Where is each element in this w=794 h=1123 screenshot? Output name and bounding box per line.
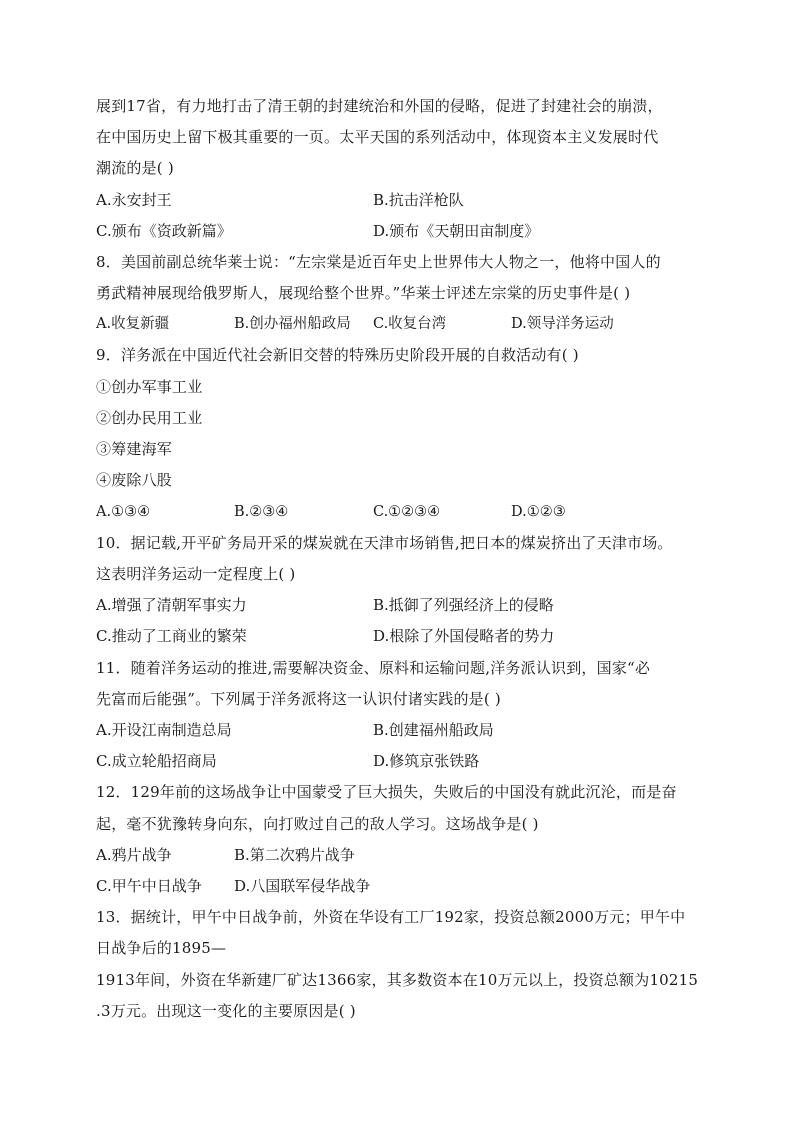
q9-item-2: ②创办民用工业 [96, 409, 203, 427]
q12-option-a[interactable]: A.鸦片战争 [96, 846, 172, 864]
q9-stem-line-1: 9．洋务派在中国近代社会新旧交替的特殊历史阶段开展的自救活动有( ) [96, 346, 579, 364]
q10-option-b[interactable]: B.抵御了列强经济上的侵略 [373, 596, 554, 614]
q9-option-c[interactable]: C.①②③④ [373, 504, 441, 520]
q10-stem-line-2: 这表明洋务运动一定程度上( ) [96, 565, 296, 583]
q7-stem-line-1: 展到17省，有力地打击了清王朝的封建统治和外国的侵略，促进了封建社会的崩溃， [96, 97, 663, 115]
q12-option-d[interactable]: D.八国联军侵华战争 [234, 877, 371, 895]
q9-item-4: ④废除八股 [96, 471, 173, 489]
q11-option-b[interactable]: B.创建福州船政局 [373, 721, 494, 739]
q9-item-1: ①创办军事工业 [96, 378, 203, 396]
q13-stem-line-1: 13．据统计，甲午中日战争前，外资在华设有工厂192家，投资总额2000万元；甲午中 [96, 908, 686, 926]
q12-stem-line-2: 起，毫不犹豫转身向东，向打败过自己的敌人学习。这场战争是( ) [96, 815, 539, 833]
q7-stem-line-3: 潮流的是( ) [96, 159, 174, 177]
q8-option-a[interactable]: A.收复新疆 [96, 316, 170, 332]
q12-option-c[interactable]: C.甲午中日战争 [96, 877, 202, 895]
q13-stem-line-4: .3万元。出现这一变化的主要原因是( ) [96, 1002, 356, 1020]
q7-option-b[interactable]: B.抗击洋枪队 [373, 191, 464, 209]
q10-option-c[interactable]: C.推动了工商业的繁荣 [96, 627, 247, 645]
q10-option-a[interactable]: A.增强了清朝军事实力 [96, 596, 247, 614]
q11-option-d[interactable]: D.修筑京张铁路 [373, 752, 480, 770]
q9-option-a[interactable]: A.①③④ [96, 504, 151, 520]
q7-option-d[interactable]: D.颁布《天朝田亩制度》 [373, 222, 540, 240]
q8-option-b[interactable]: B.创办福州船政局 [234, 316, 351, 332]
q11-option-a[interactable]: A.开设江南制造总局 [96, 721, 232, 739]
q7-option-a[interactable]: A.永安封王 [96, 191, 172, 209]
q7-option-c[interactable]: C.颁布《资政新篇》 [96, 222, 232, 240]
q9-item-3: ③筹建海军 [96, 440, 173, 458]
q10-stem-line-1: 10．据记载,开平矿务局开采的煤炭就在天津市场销售,把日本的煤炭挤出了天津市场。 [96, 534, 673, 552]
q11-stem-line-2: 先富而后能强”。下列属于洋务派将这一认识付诸实践的是( ) [96, 690, 501, 708]
q11-stem-line-1: 11．随着洋务运动的推进,需要解决资金、原料和运输问题,洋务派认识到，国家“必 [96, 659, 651, 677]
q8-stem-line-1: 8．美国前副总统华莱士说：“左宗棠是近百年史上世界伟大人物之一，他将中国人的 [96, 253, 661, 271]
q10-option-d[interactable]: D.根除了外国侵略者的势力 [373, 627, 555, 645]
q9-option-b[interactable]: B.②③④ [234, 504, 289, 520]
q9-option-d[interactable]: D.①②③ [511, 504, 566, 520]
q12-stem-line-1: 12．129年前的这场战争让中国蒙受了巨大损失，失败后的中国没有就此沉沦，而是奋 [96, 783, 677, 801]
q8-option-c[interactable]: C.收复台湾 [373, 316, 447, 332]
q12-option-b[interactable]: B.第二次鸦片战争 [234, 846, 355, 864]
q7-stem-line-2: 在中国历史上留下极其重要的一页。太平天国的系列活动中，体现资本主义发展时代 [96, 128, 659, 146]
q13-stem-line-2: 日战争后的1895— [96, 939, 227, 957]
q8-stem-line-2: 勇武精神展现给俄罗斯人，展现给整个世界。”华莱士评述左宗棠的历史事件是( ) [96, 284, 631, 302]
q8-option-d[interactable]: D.领导洋务运动 [511, 316, 614, 332]
q13-stem-line-3: 1913年间，外资在华新建厂矿达1366家，其多数资本在10万元以上，投资总额为10215 [96, 971, 699, 989]
q11-option-c[interactable]: C.成立轮船招商局 [96, 752, 217, 770]
